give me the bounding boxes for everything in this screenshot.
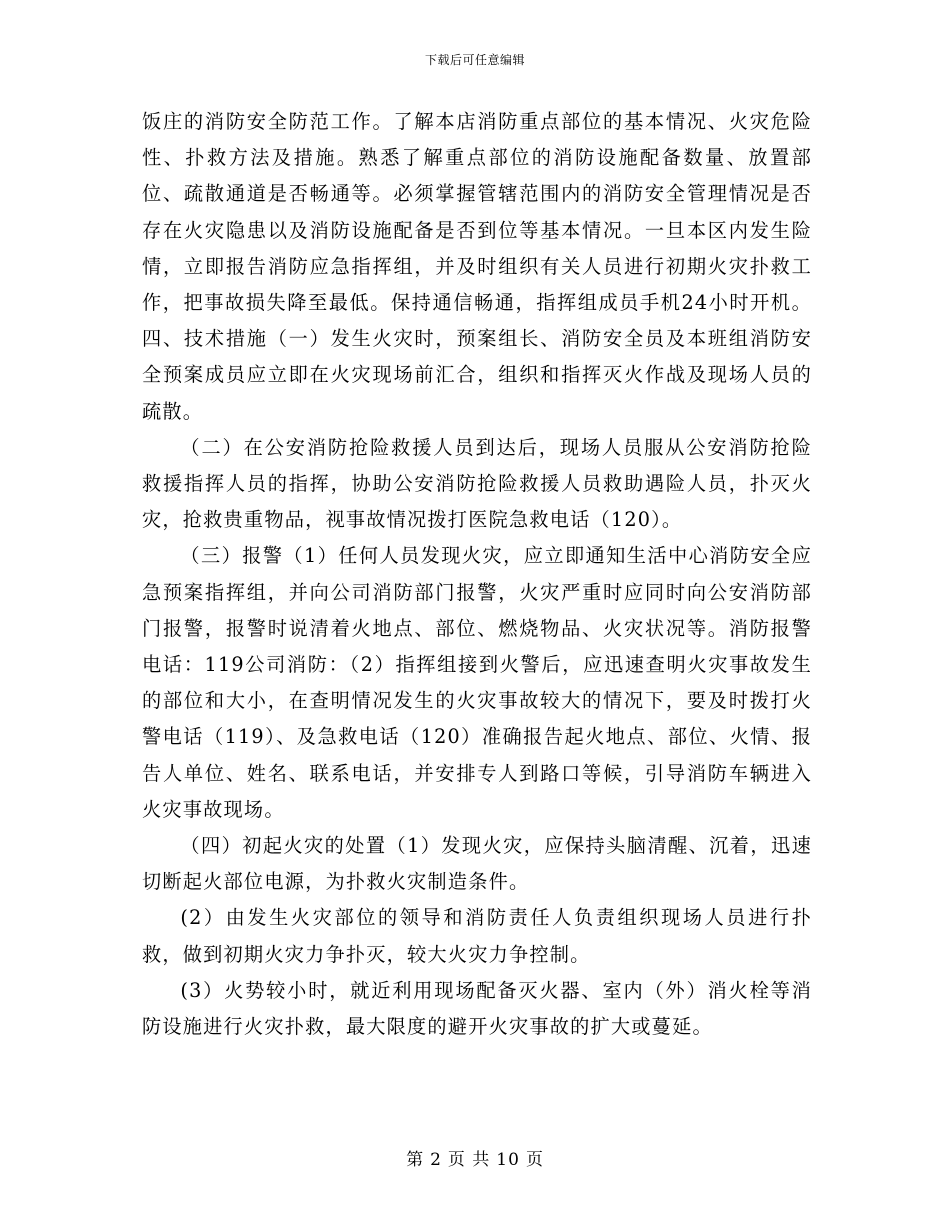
paragraph-4: （四）初起火灾的处置（1）发现火灾，应保持头脑清醒、沉着，迅速切断起火部位电源，为扑救火灾制造条件。 — [142, 834, 812, 894]
document-body — [142, 104, 812, 1045]
page-footer — [0, 1149, 950, 1171]
paragraph-3: （三）报警（1）任何人员发现火灾，应立即通知生活中心消防安全应急预案指挥组，并向公司消防部门报警，火灾严重时应同时向公安消防部门报警，报警时说清着火地点、部位、燃烧物品、火灾状况等。消防报警电话：119公司消防：（2）指挥组接到火警后，应迅速查明火灾事故发生的部位和大小，在查明情况发生的火灾事故较大的情况下，要及时拨打火警电话（119）、及急救电话（120）准确报告起火地点、部位、火情、报告人单位、姓名、联系电话，并安排专人到路口等候，引导消防车辆进入火灾事故现场。 — [142, 544, 812, 821]
paragraph-2: （二）在公安消防抢险救援人员到达后，现场人员服从公安消防抢险救援指挥人员的指挥，协助公安消防抢险救援人员救助遇险人员，扑灭火灾，抢救贵重物品，视事故情况拨打医院急救电话（120）。 — [142, 435, 812, 532]
paragraph-6: (3）火势较小时，就近利用现场配备灭火器、室内（外）消火栓等消防设施进行火灾扑救，最大限度的避开火灾事故的扩大或蔓延。 — [142, 978, 812, 1039]
paragraph-5: (2）由发生火灾部位的领导和消防责任人负责组织现场人员进行扑救，做到初期火灾力争扑灭，较大火灾力争控制。 — [142, 906, 812, 966]
page-header: 下载后可任意编辑 — [424, 53, 525, 67]
paragraph-1: 饭庄的消防安全防范工作。了解本店消防重点部位的基本情况、火灾危险性、扑救方法及措施。熟悉了解重点部位的消防设施配备数量、放置部位、疏散通道是否畅通等。必须掌握管辖范围内的消防安全管理情况是否存在火灾隐患以及消防设施配备是否到位等基本情况。一旦本区内发生险情，立即报告消防应急指挥组，并及时组织有关人员进行初期火灾扑救工作，把事故损失降至最低。保持通信畅通，指挥组成员手机24小时开机。 四、技术措施（一）发生火灾时，预案组长、消防安全员及本班组消防安全预案成员应立即在火灾现场前汇合，组织和指挥灭火作战及现场人员的疏散。 — [142, 110, 812, 423]
footer-page-number: 2 — [430, 1150, 442, 1170]
footer-total-pages: 10 — [496, 1150, 520, 1170]
footer-prefix: 第 — [406, 1150, 425, 1170]
footer-middle: 页 共 — [447, 1150, 491, 1170]
footer-suffix: 页 — [525, 1150, 544, 1170]
